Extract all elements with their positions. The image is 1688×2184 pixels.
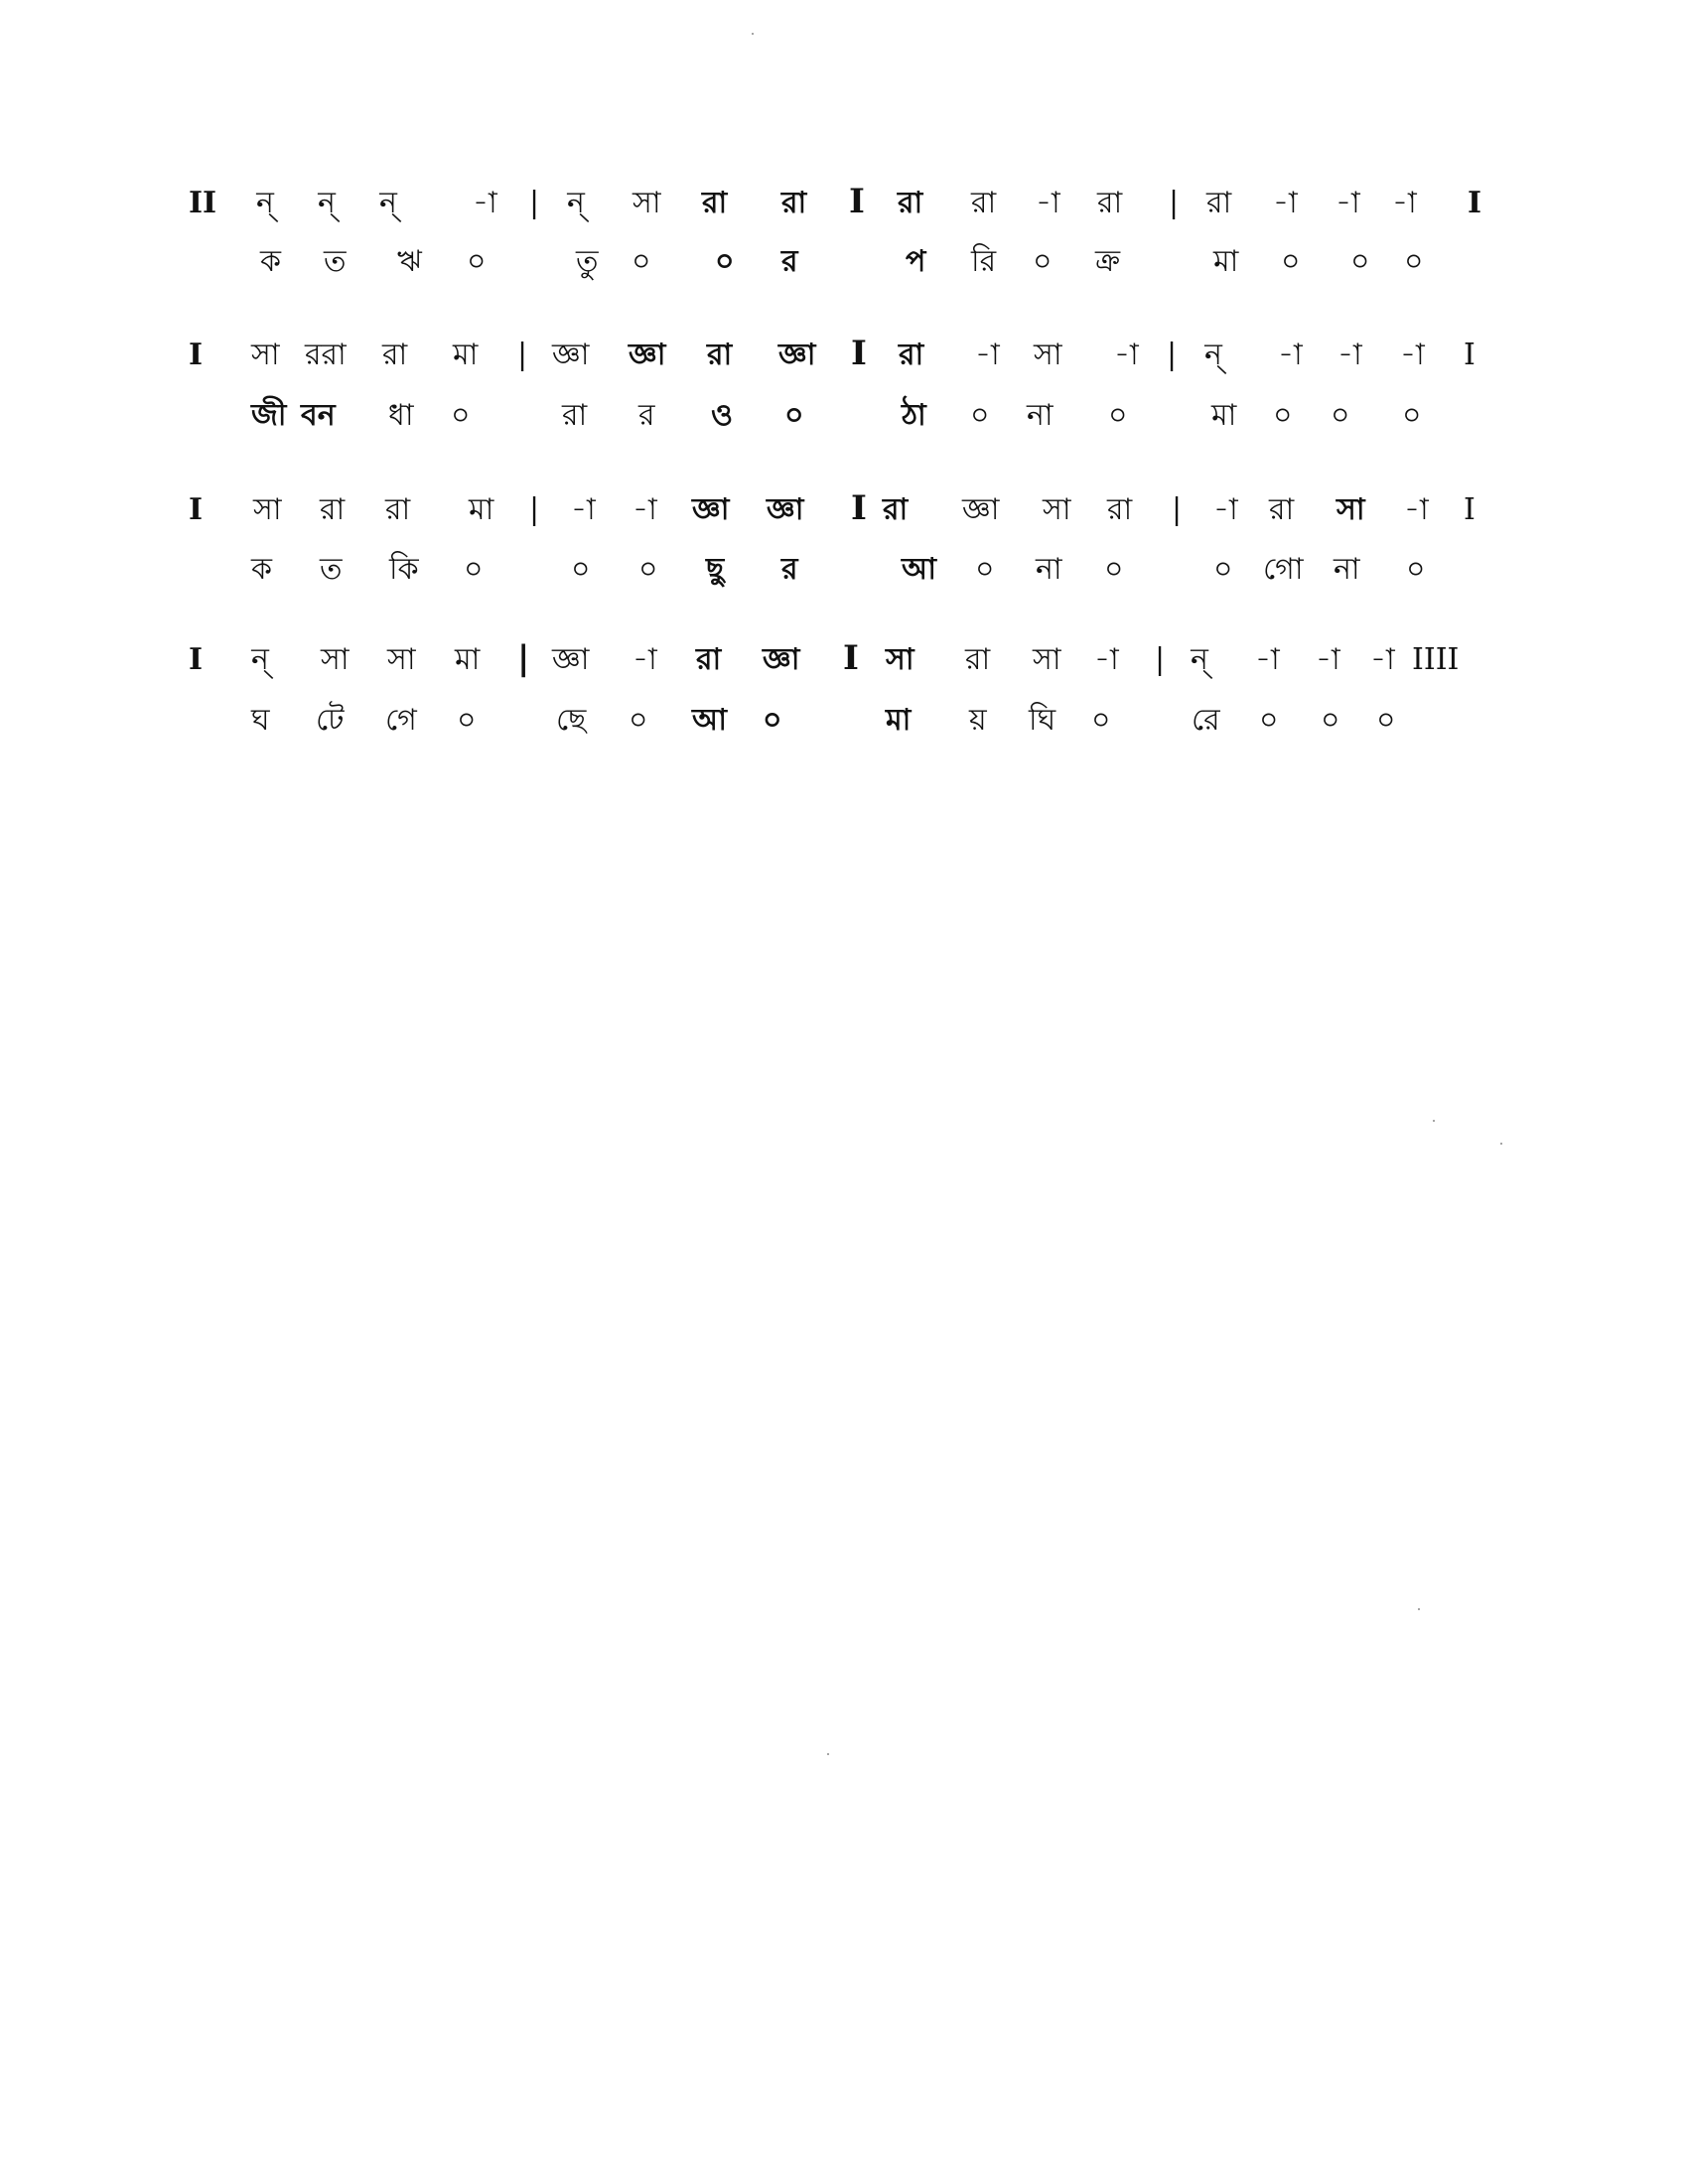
swara-note: জ্ঞা (552, 338, 590, 372)
swara-note: জ্ঞা (692, 492, 730, 527)
lyric-syllable: আ (692, 703, 727, 738)
swara-note: রা (1206, 186, 1232, 220)
swara-note: -া (975, 338, 1000, 372)
swara-note: রা (965, 642, 991, 677)
lyric-syllable: ০ (1350, 244, 1370, 279)
swara-note: ন্ (379, 186, 397, 220)
lyric-syllable: ০ (1091, 703, 1111, 738)
swara-note: মা (469, 492, 494, 527)
lyric-syllable: রা (562, 398, 588, 433)
swara-note: -া (1094, 642, 1119, 677)
section-mark: I (189, 338, 204, 372)
lyric-syllable: ০ (1273, 398, 1293, 433)
beat-divider: | (1155, 642, 1166, 677)
swara-note: -া (1392, 186, 1417, 220)
swara-note: -া (1255, 642, 1280, 677)
swara-note: সা (321, 642, 350, 677)
swara-note: সা (253, 492, 282, 527)
section-mark: I (189, 642, 204, 677)
swara-note: সা (1043, 492, 1071, 527)
lyric-syllable: মা (1211, 398, 1237, 433)
section-mark: I (1464, 492, 1476, 527)
notation-line (0, 640, 1688, 700)
lyric-syllable: ০ (1259, 703, 1279, 738)
lyrics-line (0, 701, 1688, 760)
lyric-syllable: না (1027, 398, 1054, 433)
swara-note: -া (1316, 642, 1340, 677)
lyric-syllable: ঋ (397, 244, 422, 279)
lyric-syllable: ক্র (1095, 244, 1121, 279)
beat-divider: | (1172, 492, 1183, 527)
swara-note: মা (453, 338, 479, 372)
scan-speck (827, 1753, 829, 1755)
lyric-syllable: ০ (1104, 552, 1124, 587)
lyric-syllable: মা (1213, 244, 1239, 279)
lyric-syllable: ঠা (902, 398, 926, 433)
swara-note: রা (702, 186, 728, 220)
lyric-syllable: ঘি (1029, 703, 1056, 738)
lyric-syllable: ০ (451, 398, 471, 433)
swara-note: সা (1033, 642, 1061, 677)
lyric-syllable: ত (324, 244, 347, 279)
swara-note: জ্ঞা (552, 642, 590, 677)
notation-line (0, 184, 1688, 243)
scan-speck (1418, 1608, 1420, 1610)
swara-note: -া (1337, 338, 1362, 372)
lyric-syllable: ০ (1404, 244, 1424, 279)
lyric-syllable: রে (1192, 703, 1220, 738)
notation-line (0, 336, 1688, 395)
lyric-syllable: ০ (1321, 703, 1340, 738)
lyric-syllable: গে (385, 703, 417, 738)
swara-note: -া (1273, 186, 1298, 220)
scan-speck (1500, 1143, 1502, 1145)
swara-note: রা (781, 186, 807, 220)
swara-note: রা (385, 492, 411, 527)
lyric-syllable: মা (886, 703, 912, 738)
lyric-syllable: ত (320, 552, 343, 587)
section-mark: I (1464, 338, 1476, 372)
swara-note: -া (1114, 338, 1139, 372)
beat-divider: | (529, 186, 540, 220)
swara-note: জ্ঞা (763, 642, 800, 677)
lyric-syllable: ০ (629, 703, 648, 738)
lyric-syllable: কি (389, 552, 419, 587)
swara-note: সা (251, 338, 280, 372)
lyric-syllable: ০ (571, 552, 591, 587)
swara-note: -া (473, 186, 497, 220)
swara-note: -া (1336, 186, 1360, 220)
lyric-syllable: ক (251, 552, 272, 587)
swara-note: রা (1269, 492, 1295, 527)
swara-note: রা (899, 338, 924, 372)
lyric-syllable: ০ (784, 398, 804, 433)
lyric-syllable: ক (260, 244, 281, 279)
lyric-syllable: ০ (464, 552, 484, 587)
lyric-syllable: আ (902, 552, 936, 587)
swara-note: সা (1336, 492, 1365, 527)
scan-speck (752, 33, 754, 35)
swara-note: -া (1036, 186, 1060, 220)
lyric-syllable: টে (316, 703, 345, 738)
lyric-syllable: ০ (1406, 552, 1426, 587)
lyric-syllable: ছে (556, 703, 587, 738)
lyrics-line (0, 242, 1688, 302)
swara-note: রা (320, 492, 346, 527)
lyric-syllable: র (781, 244, 798, 279)
swara-note: সা (387, 642, 416, 677)
lyric-syllable: ০ (1213, 552, 1233, 587)
lyric-syllable: র (638, 398, 655, 433)
lyric-syllable: ০ (1281, 244, 1301, 279)
swara-note: ন্ (251, 642, 269, 677)
swara-note: মা (455, 642, 481, 677)
section-mark: I (1468, 186, 1482, 220)
swara-note: জ্ঞা (629, 338, 666, 372)
lyric-syllable: ঘ (251, 703, 270, 738)
beat-divider: | (1169, 186, 1180, 220)
lyric-syllable: ০ (1108, 398, 1128, 433)
lyric-syllable: ০ (1033, 244, 1053, 279)
swara-note: ন্ (318, 186, 336, 220)
beat-divider: | (517, 638, 530, 678)
swara-note: ররা (305, 338, 347, 372)
beat-divider: I (843, 638, 859, 678)
swara-note: -া (1278, 338, 1303, 372)
lyric-syllable: তু (576, 244, 599, 279)
swara-note: জ্ঞা (767, 492, 804, 527)
swara-note: সা (633, 186, 661, 220)
swara-note: ন্ (256, 186, 274, 220)
lyric-syllable: ০ (638, 552, 658, 587)
swara-note: ন্ (1191, 642, 1208, 677)
lyric-syllable: না (1036, 552, 1062, 587)
swara-note: রা (1097, 186, 1123, 220)
swara-note: -া (1404, 492, 1429, 527)
beat-divider: | (1167, 338, 1178, 372)
swara-note: রা (1107, 492, 1133, 527)
lyric-syllable: ০ (1376, 703, 1396, 738)
lyric-syllable: বন (301, 398, 336, 433)
scan-speck (1433, 1120, 1435, 1122)
swara-note: জ্ঞা (962, 492, 1000, 527)
beat-divider: I (851, 334, 867, 373)
swara-note: রা (883, 492, 909, 527)
lyric-syllable: ০ (763, 703, 782, 738)
lyric-syllable: ০ (467, 244, 487, 279)
lyric-syllable: ০ (715, 244, 735, 279)
lyric-syllable: রি (971, 244, 997, 279)
beat-divider: | (529, 492, 540, 527)
lyric-syllable: য় (969, 703, 987, 738)
swara-note: -া (1370, 642, 1395, 677)
swara-note: রা (971, 186, 997, 220)
swara-note: রা (696, 642, 722, 677)
swara-note: সা (1034, 338, 1062, 372)
lyric-syllable: গো (1263, 552, 1304, 587)
swara-note: সা (886, 642, 914, 677)
lyric-syllable: জী (251, 398, 287, 433)
lyric-syllable: ০ (632, 244, 651, 279)
swara-note: জ্ঞা (778, 338, 816, 372)
lyric-syllable: ও (711, 398, 734, 433)
beat-divider: | (517, 338, 528, 372)
swara-note: রা (707, 338, 733, 372)
swara-note: ন্ (567, 186, 585, 220)
lyric-syllable: ধা (388, 398, 414, 433)
section-mark: IIII (1412, 642, 1460, 677)
swara-note: রা (898, 186, 923, 220)
swara-note: -া (1213, 492, 1238, 527)
lyric-syllable: ০ (970, 398, 990, 433)
section-mark: I (189, 492, 204, 527)
swara-note: রা (382, 338, 408, 372)
lyric-syllable: ০ (975, 552, 995, 587)
swara-note: ন্ (1204, 338, 1222, 372)
lyric-syllable: ০ (457, 703, 477, 738)
lyric-syllable: ০ (1402, 398, 1422, 433)
lyric-syllable: না (1334, 552, 1360, 587)
lyric-syllable: ছু (706, 552, 725, 587)
lyrics-line (0, 396, 1688, 456)
lyrics-line (0, 550, 1688, 610)
swara-note: -া (633, 642, 657, 677)
lyric-syllable: র (781, 552, 798, 587)
beat-divider: I (851, 488, 867, 528)
swara-note: -া (1400, 338, 1425, 372)
notation-line (0, 490, 1688, 550)
section-mark: II (189, 186, 217, 220)
lyric-syllable: ০ (1331, 398, 1350, 433)
swara-note: -া (571, 492, 596, 527)
swara-note: -া (633, 492, 657, 527)
lyric-syllable: প (906, 244, 926, 279)
beat-divider: I (849, 182, 865, 221)
